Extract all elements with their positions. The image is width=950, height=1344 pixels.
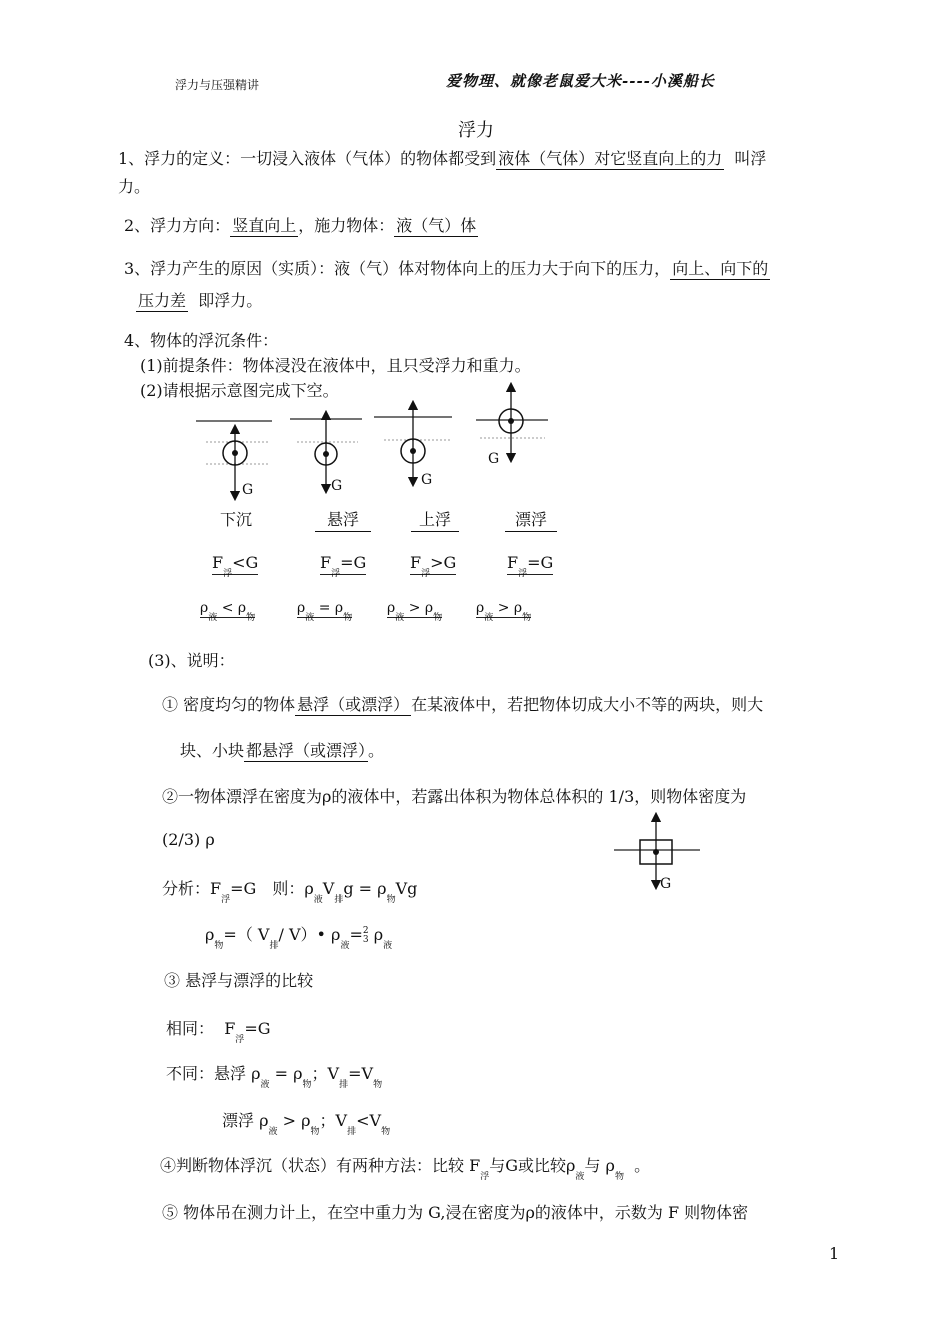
diagram-float (476, 387, 548, 458)
sub: 物 (214, 941, 224, 951)
force-rise (410, 553, 457, 579)
diff-line (166, 1061, 383, 1090)
sub: 液 (268, 1127, 278, 1137)
rho-sub: 物 (246, 613, 256, 623)
analysis-eq: =G 则：ρ (230, 879, 314, 898)
item-1-tail: 叫浮 (734, 149, 767, 168)
item-1-line2: 力。 (118, 177, 151, 196)
float-line (222, 1108, 391, 1137)
rho-rel: = ρ (318, 600, 344, 616)
g-label-cube: G (660, 876, 672, 892)
header-right: 爱物理、就像老鼠爱大米----小溪船长 (446, 72, 715, 90)
note-1-answer: 悬浮（或漂浮） (297, 695, 410, 714)
g-label-suspend: G (331, 478, 343, 494)
item-2-answer-direction: 竖直向上 (232, 216, 297, 235)
force-symbol: F (320, 553, 332, 572)
sub: 排 (339, 1080, 349, 1090)
notes-heading: (3)、说明： (148, 651, 235, 670)
item-3-tail: 即浮力。 (198, 291, 263, 310)
force-sub: 浮 (421, 569, 431, 579)
note-1-answer2: 都悬浮（或漂浮） (246, 741, 367, 760)
sub: 液 (260, 1080, 270, 1090)
note-1-text3: 块、小块 (180, 741, 245, 760)
rho-sub: 物 (343, 613, 353, 623)
item-2-text: 2、浮力方向： (124, 216, 231, 235)
sub: 浮 (480, 1172, 490, 1182)
analysis-eq2: g = ρ (343, 879, 387, 898)
note-4-text: ④判断物体浮沉（状态）有两种方法：比较 F (160, 1156, 481, 1175)
rho-sub: 物 (433, 613, 443, 623)
sub: 液 (383, 941, 393, 951)
analysis-label: 分析：F (162, 879, 222, 898)
force-rel: <G (232, 553, 259, 572)
analysis-end: Vg (395, 879, 418, 898)
note-1-text: ① 密度均匀的物体 (162, 695, 296, 714)
sub: 浮 (235, 1035, 245, 1045)
same-line (166, 1016, 271, 1045)
item-4-1: (1)前提条件：物体浸没在液体中，且只受浮力和重力。 (140, 356, 531, 375)
frac-num: 2 (362, 925, 369, 936)
force-symbol: F (212, 553, 224, 572)
same-eq: =G (244, 1019, 271, 1038)
item-2-mid: ，施力物体： (298, 216, 395, 235)
item-3-text: 3、浮力产生的原因（实质）：液（气）体对物体向上的压力大于向下的压力， (124, 259, 671, 278)
force-rel: =G (340, 553, 367, 572)
diagram-rise (374, 405, 452, 482)
item-1-text: 1、浮力的定义：一切浸入液体（气体）的物体都受到 (118, 149, 497, 168)
rho-sub: 液 (208, 613, 218, 623)
same-label: 相同： (166, 1019, 215, 1038)
sub: 物 (302, 1080, 312, 1090)
g-label-sink: G (242, 482, 254, 498)
diagram-suspend (290, 415, 362, 489)
page-title: 浮力 (458, 120, 494, 141)
note-5: ⑤ 物体吊在测力计上，在空中重力为 G,浸在密度为ρ的液体中，示数为 F 则物体密 (162, 1203, 749, 1222)
rho: ρ (373, 925, 384, 944)
force-rel: >G (430, 553, 457, 572)
rho-mid: / V）• ρ (278, 925, 341, 944)
rho-sub: 液 (484, 613, 494, 623)
diff-eq: =V (348, 1064, 374, 1083)
sub: 液 (575, 1172, 585, 1182)
diagram-sink (196, 421, 272, 496)
sub: 物 (381, 1127, 391, 1137)
rho-symbol: ρ (200, 600, 209, 616)
density-rise (387, 600, 443, 623)
note-4 (160, 1153, 651, 1182)
force-rel: =G (527, 553, 554, 572)
density-sink (200, 600, 256, 623)
rho-derivation (205, 922, 393, 951)
note-1-end: 。 (368, 741, 385, 760)
note-4-text3: 与 ρ (584, 1156, 615, 1175)
g-label-float: G (488, 451, 500, 467)
page-number: 1 (829, 1244, 840, 1263)
header-left: 浮力与压强精讲 (175, 78, 260, 92)
note-1-line2 (180, 738, 384, 761)
density-float (476, 600, 532, 623)
float-v: ；V (319, 1111, 348, 1130)
rho-eq2: = (349, 925, 363, 944)
frac-den: 3 (362, 934, 369, 945)
note-2-answer: (2/3) ρ (162, 830, 215, 849)
item-1-answer: 液体（气体）对它竖直向上的力 (498, 149, 723, 168)
rho-rel: > ρ (497, 600, 523, 616)
rho-sub: 液 (305, 613, 315, 623)
rho-symbol: ρ (476, 600, 485, 616)
sub: 排 (269, 941, 279, 951)
note-1-text2: 在某液体中，若把物体切成大小不等的两块，则大 (411, 695, 764, 714)
float-lt: <V (356, 1111, 382, 1130)
fraction (363, 927, 369, 945)
state-sink: 下沉 (220, 510, 253, 529)
force-symbol: F (410, 553, 422, 572)
sub: 排 (347, 1127, 357, 1137)
force-sub: 浮 (331, 569, 341, 579)
sub: 物 (386, 895, 396, 905)
force-symbol: F (507, 553, 519, 572)
item-2-answer-agent: 液（气）体 (396, 216, 477, 235)
diff-rel: = ρ (274, 1064, 303, 1083)
diagram-cube-float (614, 817, 700, 885)
note-2: ②一物体漂浮在密度为ρ的液体中，若露出体积为物体总体积的 1/3，则物体密度为 (162, 787, 747, 806)
diff-v: ；V (311, 1064, 340, 1083)
force-sink (212, 553, 259, 579)
analysis-v: V (322, 879, 335, 898)
same-f: F (224, 1019, 236, 1038)
rho-symbol: ρ (387, 600, 396, 616)
force-float (507, 553, 554, 579)
force-sub: 浮 (518, 569, 528, 579)
diff-label: 不同：悬浮 ρ (166, 1064, 261, 1083)
float-label: 漂浮 ρ (222, 1111, 269, 1130)
sub: 排 (334, 895, 344, 905)
state-float: 漂浮 (505, 507, 557, 532)
sub: 液 (313, 895, 323, 905)
sub: 物 (310, 1127, 320, 1137)
state-rise: 上浮 (411, 507, 459, 532)
float-rel: > ρ (282, 1111, 311, 1130)
sub: 浮 (221, 895, 231, 905)
sub: 液 (340, 941, 350, 951)
rho-symbol: ρ (297, 600, 306, 616)
note-3: ③ 悬浮与漂浮的比较 (164, 971, 314, 990)
rho-eq: =（ V (223, 925, 270, 944)
force-suspend (320, 553, 367, 579)
analysis-line (162, 876, 418, 905)
item-4: 4、物体的浮沉条件： (124, 331, 279, 350)
force-sub: 浮 (223, 569, 233, 579)
g-label-rise: G (421, 472, 433, 488)
note-1 (162, 692, 763, 715)
item-3-answer-1: 向上、向下的 (672, 259, 769, 278)
note-4-text2: 与G或比较ρ (489, 1156, 576, 1175)
sub: 物 (373, 1080, 383, 1090)
rho-sub: 物 (522, 613, 532, 623)
note-4-end: 。 (634, 1156, 651, 1175)
state-suspend: 悬浮 (315, 507, 371, 532)
density-suspend (297, 600, 353, 623)
rho: ρ (205, 925, 215, 944)
sub: 物 (614, 1172, 624, 1182)
rho-rel: > ρ (408, 600, 434, 616)
rho-sub: 液 (395, 613, 405, 623)
item-3-answer-2: 压力差 (138, 291, 187, 310)
rho-rel: < ρ (221, 600, 247, 616)
item-4-2: (2)请根据示意图完成下空。 (140, 381, 339, 400)
